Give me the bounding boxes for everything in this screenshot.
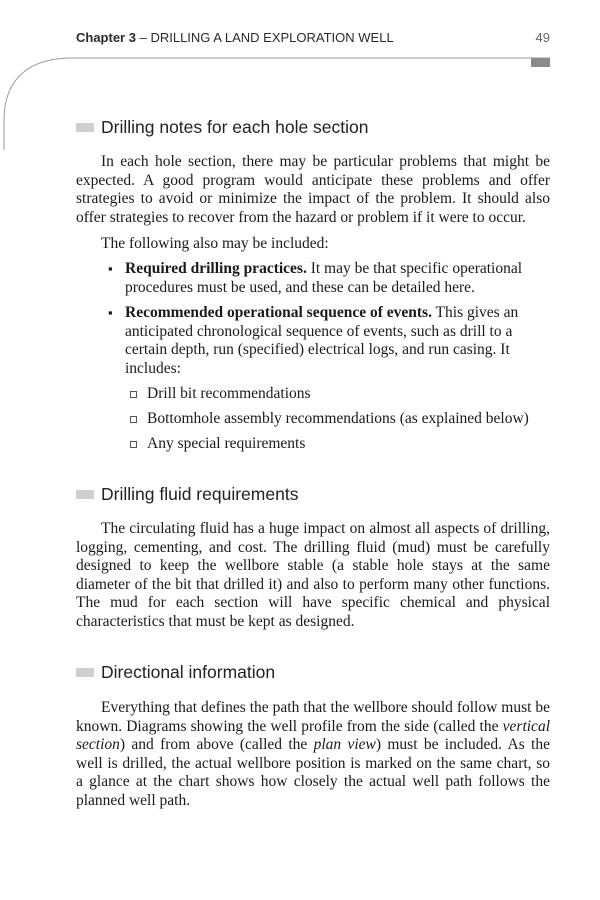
- bullet-list: [108, 260, 550, 379]
- sub-bullet-text: Bottomhole assembly recommendations (as explained below): [147, 410, 529, 427]
- list-item: [108, 304, 550, 378]
- bullet-term: Required drilling practices.: [125, 260, 307, 277]
- list-item: [130, 385, 529, 410]
- running-header: [76, 30, 550, 50]
- section-heading-text: Drilling fluid requirements: [101, 483, 299, 504]
- list-item: [130, 410, 529, 435]
- paragraph-text: ) must be included. As the well is drilled, the actual wellbore position is marked on the same chart, so a glance at the chart shows how closely the actual well path follows the planned well path.: [76, 736, 550, 809]
- sub-bullet-list: [130, 385, 529, 460]
- section-heading: [76, 482, 298, 506]
- chapter-title: [76, 30, 394, 45]
- section-heading-text: Drilling notes for each hole section: [101, 116, 369, 137]
- paragraph-text: Everything that defines the path that the wellbore should follow must be known. Diagrams showing the well profile from the side (called the: [76, 699, 550, 735]
- square-bullet-icon: [130, 391, 137, 398]
- page-edge-tab: [531, 58, 550, 67]
- sub-bullet-text: Drill bit recommendations: [147, 385, 311, 402]
- section-heading: [76, 115, 369, 139]
- bullet-text: This gives an anticipated chronological sequence of events, such as drill to a certain depth, run (specified) electrical logs, and run casing. It includes:: [125, 304, 519, 377]
- paragraph: The circulating fluid has a huge impact on almost all aspects of drilling, logging, cementing, and cost. The drilling fluid (mud) must be carefully designed to keep the wellbore stable (a stable hole stays at the same diameter of the bit that drilled it) and also to perform many other functions. The mud for each section will have specific chemical and physical characteristics that must be kept as designed.: [76, 520, 550, 630]
- square-bullet-icon: [130, 416, 137, 423]
- bullet-term: Recommended operational sequence of events.: [125, 304, 432, 322]
- chapter-name: DRILLING A LAND EXPLORATION WELL: [150, 30, 394, 45]
- paragraph: [76, 699, 550, 811]
- term-plan-view: plan view: [313, 736, 376, 754]
- sub-bullet-text: Any special requirements: [147, 435, 306, 452]
- paragraph: In each hole section, there may be particular problems that might be expected. A good program would anticipate these problems and offer strategies to avoid or minimize the impact of the problem. It should also offer strategies to recover from the hazard or problem if it were to occur.: [76, 153, 550, 226]
- bullet-marker: ▪: [108, 261, 113, 276]
- term-vertical-section: vertical section: [76, 717, 550, 754]
- section-heading-text: Directional information: [101, 661, 276, 682]
- bullet-text: It may be that specific operational procedures must be used, and these can be detailed here.: [125, 260, 523, 296]
- page-number: 49: [535, 30, 550, 45]
- square-bullet-icon: [130, 441, 137, 448]
- list-item: [108, 260, 550, 297]
- heading-marker: [76, 668, 94, 677]
- chapter-separator: –: [139, 30, 147, 45]
- paragraph-text: ) and from above (called the: [119, 736, 314, 754]
- heading-marker: [76, 123, 94, 132]
- chapter-label: Chapter 3: [76, 30, 136, 45]
- bullet-marker: ▪: [108, 305, 113, 321]
- heading-marker: [76, 490, 94, 499]
- lead-in-text: The following also may be included:: [101, 235, 329, 252]
- list-item: [130, 435, 529, 460]
- section-heading: [76, 660, 275, 684]
